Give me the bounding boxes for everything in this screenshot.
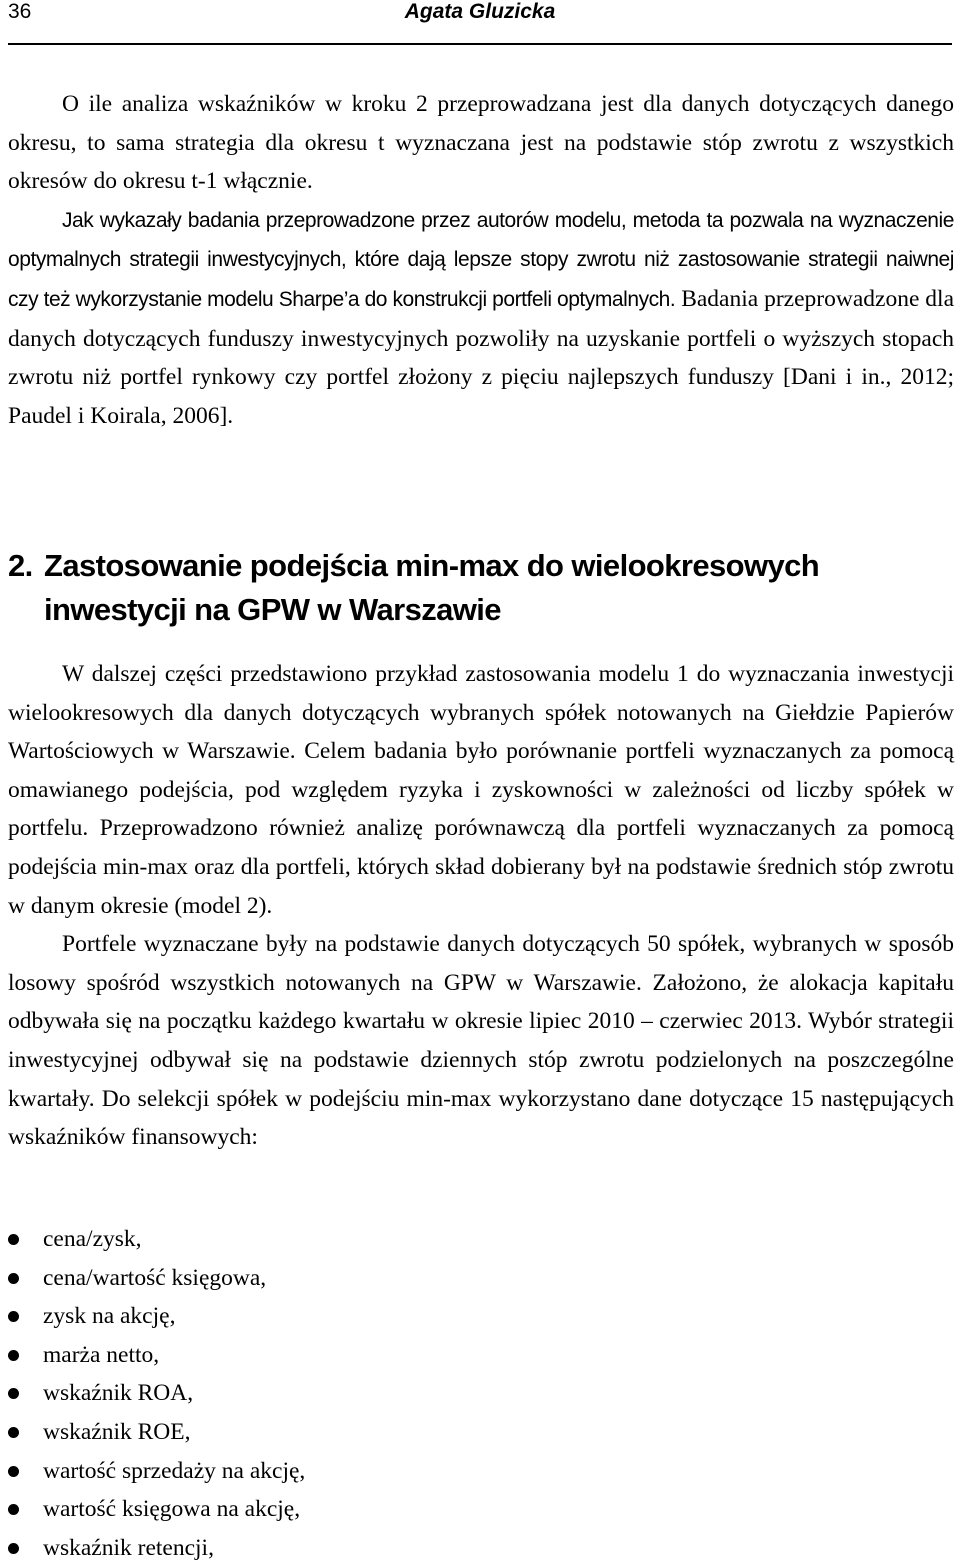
- list-item: [8, 1336, 954, 1375]
- section-title-line-1: Zastosowanie podejścia min-max do wielookresowych: [44, 548, 820, 583]
- bullet-icon: [8, 1234, 19, 1245]
- section-title-line-2: inwestycji na GPW w Warszawie: [44, 592, 501, 627]
- bullet-icon: [8, 1388, 19, 1399]
- running-head: [8, 0, 952, 34]
- intro-paragraph-2: [8, 201, 954, 436]
- bullet-icon: [8, 1504, 19, 1515]
- list-item: [8, 1259, 954, 1298]
- list-item-text: wartość księgowa na akcję,: [43, 1496, 301, 1523]
- bullet-icon: [8, 1311, 19, 1322]
- intro-paragraph-2-sans: Jak wykazały badania przeprowadzone przez autorów modelu, metoda ta pozwala na wyznaczenie optymalnych strategii inwestycyjnych, które dają lepsze stopy zwrotu niż zastosowanie strategii naiwnej czy też wykorzystanie modelu Sharpe’a do konstrukcji portfeli optymalnych.: [8, 208, 954, 311]
- ratio-list: [8, 1220, 954, 1567]
- list-item-text: cena/zysk,: [43, 1226, 142, 1252]
- list-item: [8, 1297, 954, 1336]
- body-paragraph-2: Portfele wyznaczane były na podstawie danych dotyczących 50 spółek, wybranych w sposób losowy spośród wszystkich notowanych na GPW w Warszawie. Założono, że alokacja kapitału odbywała się na początku każdego kwartału w okresie lipiec 2010 – czerwiec 2013. Wybór strategii inwestycyjnej odbywał się na podstawie dziennych stóp zwrotu podzielonych na poszczególne kwartały. Do selekcji spółek w podejściu min-max wykorzystano dane dotyczące 15 następujących wskaźników finansowych:: [8, 931, 954, 1151]
- bullet-icon: [8, 1427, 19, 1438]
- body-text: [8, 655, 954, 1157]
- bullet-icon: [8, 1350, 19, 1361]
- running-head-author: Agata Gluzicka: [404, 0, 556, 23]
- page-number: 36: [8, 0, 32, 23]
- list-item-text: zysk na akcję,: [43, 1303, 176, 1330]
- list-item-text: wskaźnik ROA,: [43, 1380, 194, 1407]
- bullet-icon: [8, 1273, 19, 1284]
- list-item: [8, 1374, 954, 1413]
- list-item-text: wskaźnik ROE,: [43, 1418, 191, 1445]
- intro-text: [8, 85, 954, 435]
- list-item: [8, 1529, 954, 1567]
- list-item-text: cena/wartość księgowa,: [43, 1264, 267, 1291]
- intro-paragraph-1: O ile analiza wskaźników w kroku 2 przeprowadzana jest dla danych dotyczących danego okresu, to sama strategia dla okresu t wyznaczana jest na podstawie stóp zwrotu z wszystkich okresów do okresu t-1 włącznie.: [8, 91, 954, 195]
- list-item-text: marża netto,: [43, 1341, 160, 1368]
- list-item-text: wskaźnik retencji,: [43, 1534, 214, 1561]
- list-item: [8, 1220, 954, 1259]
- section-number: 2.: [8, 548, 33, 583]
- list-item: [8, 1413, 954, 1452]
- intro-paragraph-2-serif: Badania przeprowadzone dla danych dotyczących funduszy inwestycyjnych pozwoliły na uzyskanie portfeli o wyższych stopach zwrotu niż portfel rynkowy czy portfel złożony z pięciu najlepszych funduszy [Dani i in., 2012; Paudel i Koirala, 2006].: [8, 285, 955, 429]
- list-item: [8, 1490, 954, 1529]
- list-item-text: wartość sprzedaży na akcję,: [43, 1457, 306, 1484]
- bullet-icon: [8, 1466, 19, 1477]
- bullet-icon: [8, 1543, 19, 1554]
- list-item: [8, 1452, 954, 1491]
- header-rule: [8, 43, 952, 45]
- section-heading: [8, 544, 954, 632]
- body-paragraph-1: W dalszej części przedstawiono przykład zastosowania modelu 1 do wyznaczania inwestycji wielookresowych dla danych dotyczących wybranych spółek notowanych na Giełdzie Papierów Wartościowych w Warszawie. Celem badania było porównanie portfeli wyznaczanych za pomocą omawianego podejścia, pod względem ryzyka i zyskowności w zależności od liczby spółek w portfelu. Przeprowadzono również analizę porównawczą dla portfeli wyznaczanych za pomocą podejścia min-max oraz dla portfeli, których skład dobierany był na podstawie średnich stóp zwrotu w danym okresie (model 2).: [8, 661, 954, 919]
